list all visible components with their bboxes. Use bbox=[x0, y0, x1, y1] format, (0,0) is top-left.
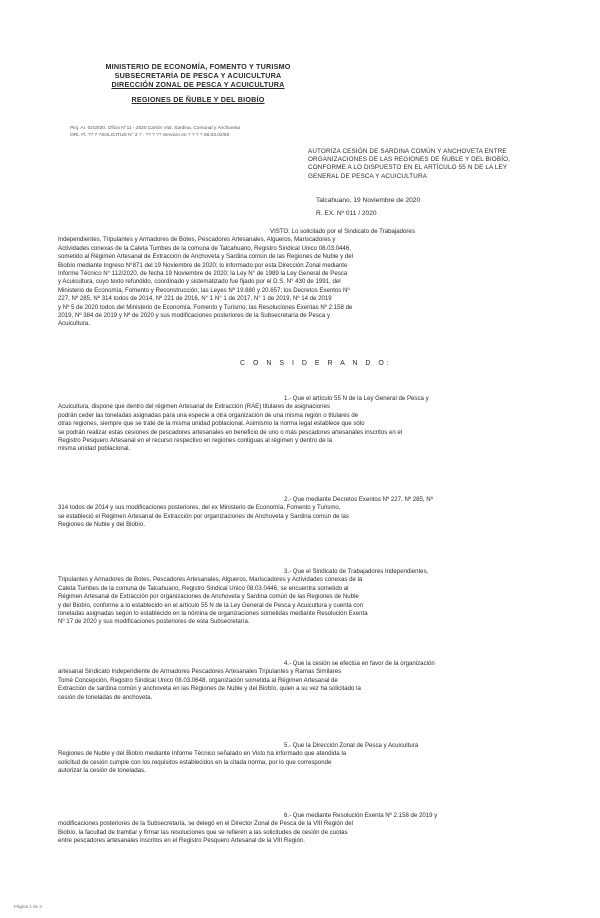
considerando-heading: C O N S I D E R A N D O: bbox=[240, 360, 392, 367]
text-line: Acuicultura, dispone que dentro del régimen Artesanal de Extracción (RAE) titulares de asignaciones bbox=[58, 403, 331, 411]
text-line: se estableció el Régimen Artesanal de Extracción por organizaciones de Anchoveta y Sardina común de las bbox=[58, 512, 349, 520]
text-line: podrán ceder las toneladas asignadas para una especie a otra organización de una misma región o titulares de bbox=[58, 411, 359, 419]
text-line: toneladas asignadas según lo establecido en la nómina de organizaciones sometidas mediante Resolución Exenta bbox=[58, 610, 368, 618]
considerando-paragraph-4 bbox=[58, 660, 536, 702]
text-line: 4.- Que la cesión se efectúa en favor de la organización bbox=[284, 660, 435, 667]
text-line: modificaciones posteriores de la Subsecretaría, se delegó en el Director Zonal de Pesca de la VIII Región del bbox=[58, 820, 354, 828]
text-line: autorizar la cesión de toneladas. bbox=[58, 767, 146, 775]
text-line: artesanal Sindicato Independiente de Armadores Pescadores Artesanales Tripulantes y Ramas Similares bbox=[58, 668, 342, 676]
subject-block bbox=[308, 148, 540, 181]
text-line: 2019, Nº 384 de 2019 y Nº de 2020 y sus modificaciones posteriores de la Subsecretaría de Pesca y bbox=[58, 312, 331, 320]
considerando-paragraph-5 bbox=[58, 742, 536, 776]
text-line: 2.- Que mediante Decretos Exentos Nº 227, Nº 285, Nº bbox=[284, 496, 433, 503]
page-footer: Página 1 de 3 bbox=[14, 904, 42, 909]
reference-line: ORI. Fl. ?? ? ?SOLICITUD N° 2 ? . ?? ? ?? Servicio en ? ? ? ? 08.03.02/60 bbox=[70, 132, 230, 138]
text-line: Acuicultura. bbox=[58, 320, 90, 328]
text-line: Biobío mediante Ingreso N°871 del 19 Noviembre de 2020; lo informado por esta Dirección Zonal mediante bbox=[58, 261, 348, 269]
considerando-paragraph-6 bbox=[58, 812, 536, 846]
text-line: Informe Técnico N° 112/2020, de fecha 19 Noviembre de 2020; la Ley N° de 1989 la Ley General de Pesca bbox=[58, 270, 348, 278]
text-line: 3.- Que el Sindicato de Trabajadores Independientes, bbox=[284, 568, 429, 575]
text-line: Independientes, Tripulantes y Armadores de Botes, Pescadores Artesanales, Algueros, Mariscadores y bbox=[58, 236, 336, 244]
reference-codes bbox=[70, 126, 340, 139]
subsecretariat-line: SUBSECRETARÍA DE PESCA Y ACUICULTURA bbox=[114, 71, 282, 80]
text-line: Tripulantes y Armadores de Botes, Pescadores Artesanales, Algueros, Mariscadores y Actividades conexas de la bbox=[58, 576, 363, 584]
text-line: y Acuicultura, cuyo texto refundido, coordinado y sistematizado fue fijado por el D.S. N° 430 de 1991, del bbox=[58, 278, 341, 286]
text-line: entre pescadores artesanales inscritos en el Registro Pesquero Artesanal de la VIII Región. bbox=[58, 837, 305, 845]
subject-line: AUTORIZA CESIÓN DE SARDINA COMÚN Y ANCHOVETA ENTRE bbox=[308, 148, 507, 155]
text-line: y del Biobío, conforme a lo establecido en el artículo 55 N de la Ley General de Pesca y Acuicultura y cuenta con bbox=[58, 601, 364, 609]
text-line: misma unidad poblacional. bbox=[58, 445, 131, 453]
text-line: Regiones de Ñuble y del Biobío mediante Informe Técnico señalado en Visto ha informado que atendida la bbox=[58, 750, 347, 758]
text-line: Tomé Concepción, Registro Sindical Único 08.03.0648, organización sometida al Régimen Artesanal de bbox=[58, 676, 338, 684]
subject-line: ORGANIZACIONES DE LAS REGIONES DE ÑUBLE Y DEL BIOBÍO, bbox=[308, 156, 511, 164]
text-line: 6.- Que mediante Resolución Exenta Nº 2.158 de 2019 y bbox=[284, 812, 438, 819]
text-line: y Nº 5 de 2020 todos del Ministerio de Economía, Fomento y Turismo; las Resoluciones Exentas Nº 2.158 de bbox=[58, 303, 353, 311]
text-line: Nº 17 de 2020 y sus modificaciones posteriores de esta Subsecretaría. bbox=[58, 618, 250, 626]
text-line: Caleta Tumbes de la comuna de Talcahuano, Registro Sindical Único 08.03.0446, se encuentra sometido al bbox=[58, 584, 349, 592]
subject-line: CONFORME A LO DISPUESTO EN EL ARTÍCULO 55 N DE LA LEY bbox=[308, 164, 508, 172]
document-date: Talcahuano, 19 Noviembre de 2020 bbox=[316, 197, 421, 204]
resolution-number: R. EX. Nº 011 / 2020 bbox=[316, 210, 377, 217]
text-line: Registro Pesquero Artesanal en el recurso respectivo en regiones contiguas al régimen y dentro de la bbox=[58, 437, 333, 445]
ministry-line: MINISTERIO DE ECONOMÍA, FOMENTO Y TURISMO bbox=[105, 62, 291, 71]
considerando-paragraph-3 bbox=[58, 568, 536, 627]
text-line: Ministerio de Economía, Fomento y Reconstrucción; las Leyes Nº 19.880 y 20.657; los Decretos Exentos Nº bbox=[58, 286, 350, 294]
regions-line: REGIONES DE ÑUBLE Y DEL BIOBÍO bbox=[131, 95, 265, 104]
text-line: 227, Nº 285, Nº 314 todos de 2014, Nº 221 de 2016, N° 1 N° 1 de 2017, N° 1 de 2019, Nº 14 de 2019 bbox=[58, 295, 332, 303]
text-line: 314 todos de 2014 y sus modificaciones posteriores, del ex Ministerio de Economía, Fomento y Turismo, bbox=[58, 504, 341, 512]
text-line: Actividades conexas de la Caleta Tumbes de la comuna de Talcahuano, Registro Sindical Único 08.03.0446, bbox=[58, 244, 351, 252]
text-line: sometido al Régimen Artesanal de Extracción de Anchoveta y Sardina común de las Regiones de Ñuble y del bbox=[58, 253, 354, 261]
text-line: Regiones de Ñuble y del Biobío. bbox=[58, 521, 146, 529]
considerando-paragraph-2 bbox=[58, 496, 536, 530]
subject-line: GENERAL DE PESCA Y ACUICULTURA bbox=[308, 172, 428, 180]
text-line: Extracción de sardina común y anchoveta en las Regiones de Ñuble y del Biobío, quien a su vez ha solicitado la bbox=[58, 685, 361, 693]
text-line: 1.- Que el artículo 55 N de la Ley General de Pesca y bbox=[284, 395, 429, 402]
text-line: se podrán realizar estas cesiones de pescadores artesanales en beneficio de uno o más pescadores artesanales inscritos en el bbox=[58, 428, 403, 436]
considerando-paragraph-1 bbox=[58, 395, 536, 454]
text-line: Régimen Artesanal de Extracción por organizaciones de Anchoveta y Sardina común de las Regiones de Ñuble bbox=[58, 593, 359, 601]
text-line: Biobío, la facultad de tramitar y firmar las resoluciones que se refieren a las solicitudes de cesión de cuotas bbox=[58, 828, 348, 836]
direction-line: DIRECCIÓN ZONAL DE PESCA Y ACUICULTURA bbox=[111, 80, 285, 89]
text-line: VISTO: Lo solicitado por el Sindicato de Trabajadores bbox=[270, 228, 415, 235]
text-line: 5.- Que la Dirección Zonal de Pesca y Acuicultura bbox=[284, 742, 419, 749]
letterhead bbox=[58, 62, 338, 104]
text-line: cesión de toneladas de anchoveta. bbox=[58, 693, 153, 701]
text-line: solicitud de cesión cumple con los requisitos establecidos en la citada norma, por lo que corresponde bbox=[58, 758, 332, 766]
reference-line: Pinj. Ar. 02/2020. Oficio N°11 - 2020 Cartón Vial, Sardina, Comunal y Anchoveta bbox=[70, 126, 240, 131]
text-line: otras regiones, siempre que se trate de la misma unidad poblacional. Asimismo la norma legal establece que sólo bbox=[58, 420, 365, 428]
visto-paragraph bbox=[58, 228, 536, 329]
